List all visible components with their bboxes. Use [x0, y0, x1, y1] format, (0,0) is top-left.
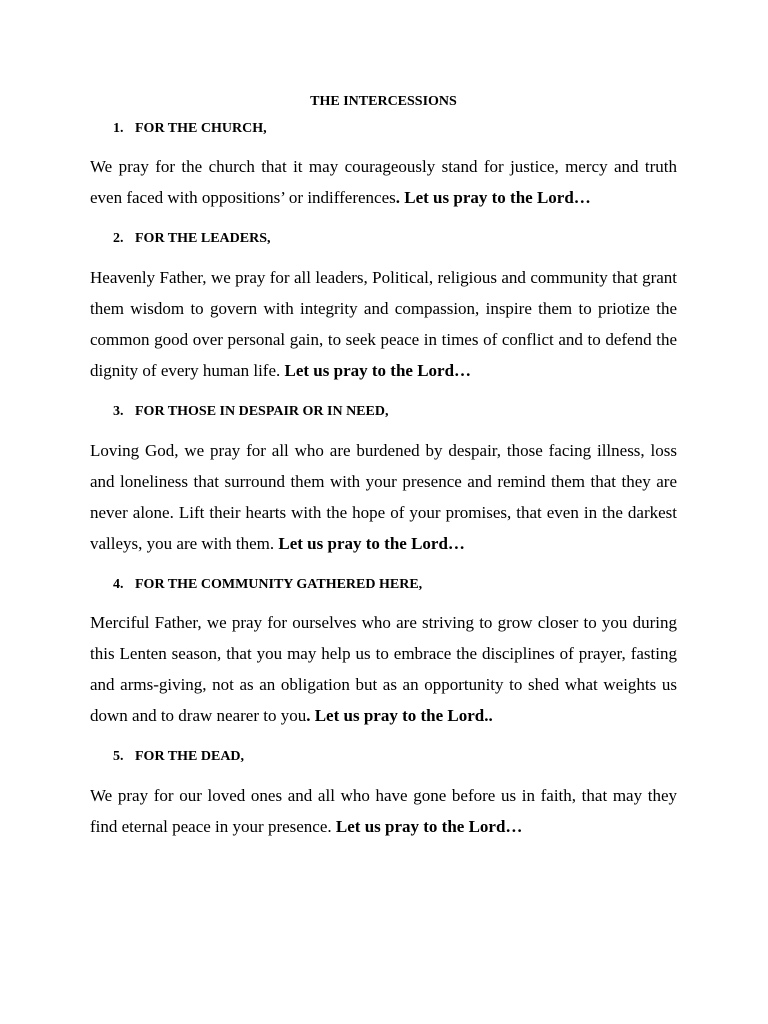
intercession-paragraph: [90, 262, 677, 386]
section-heading-text: FOR THE COMMUNITY GATHERED HERE,: [135, 577, 423, 592]
section-heading: [90, 748, 677, 766]
section-heading-text: FOR THE DEAD,: [135, 749, 245, 764]
intercession-section: [90, 403, 677, 559]
section-heading: [90, 230, 677, 248]
intercession-text: We pray for our loved ones and all who have gone before us in faith, that may they find eternal peace in your presence.: [90, 786, 677, 836]
response-text: Let us pray to the Lord…: [335, 817, 523, 836]
section-number: 5.: [113, 749, 124, 764]
section-heading-text: FOR THE CHURCH,: [135, 121, 267, 136]
section-number: 3.: [113, 404, 124, 419]
intercession-section: [90, 748, 677, 842]
section-heading: [90, 403, 677, 421]
intercession-text: Loving God, we pray for all who are burdened by despair, those facing illness, loss and loneliness that surround them with your presence and remind them that they are never alone. Lift their hearts with the hope of your promises, that even in the darkest valleys, you are with them.: [90, 441, 677, 553]
section-heading: [90, 576, 677, 594]
response-text: . Let us pray to the Lord…: [395, 188, 591, 207]
response-text: Let us pray to the Lord…: [284, 361, 472, 380]
intercession-section: [90, 230, 677, 386]
intercession-paragraph: [90, 151, 677, 213]
response-text: . Let us pray to the Lord..: [306, 706, 493, 725]
intercession-section: [90, 576, 677, 731]
section-heading-text: FOR THOSE IN DESPAIR OR IN NEED,: [135, 404, 389, 419]
intercession-paragraph: [90, 607, 677, 731]
document-title: THE INTERCESSIONS: [310, 94, 457, 109]
intercession-section: [90, 120, 677, 213]
section-number: 2.: [113, 231, 124, 246]
intercession-text: We pray for the church that it may courageously stand for justice, mercy and truth even faced with oppositions’ or indifferences: [90, 157, 677, 207]
intercession-text: Heavenly Father, we pray for all leaders, Political, religious and community that grant them wisdom to govern with integrity and compassion, inspire them to priotize the common good over personal gain, to seek peace in times of conflict and to defend the dignity of every human life.: [90, 268, 677, 380]
intercession-paragraph: [90, 780, 677, 842]
intercession-paragraph: [90, 435, 677, 559]
section-heading: [90, 120, 677, 138]
section-number: 1.: [113, 121, 124, 136]
response-text: Let us pray to the Lord…: [278, 534, 465, 553]
intercession-text: Merciful Father, we pray for ourselves who are striving to grow closer to you during this Lenten season, that you may help us to embrace the disciplines of prayer, fasting and arms-giving, not as an obligation but as an opportunity to shed what weights us down and to draw nearer to you: [90, 613, 677, 725]
section-heading-text: FOR THE LEADERS,: [135, 231, 271, 246]
section-number: 4.: [113, 577, 124, 592]
